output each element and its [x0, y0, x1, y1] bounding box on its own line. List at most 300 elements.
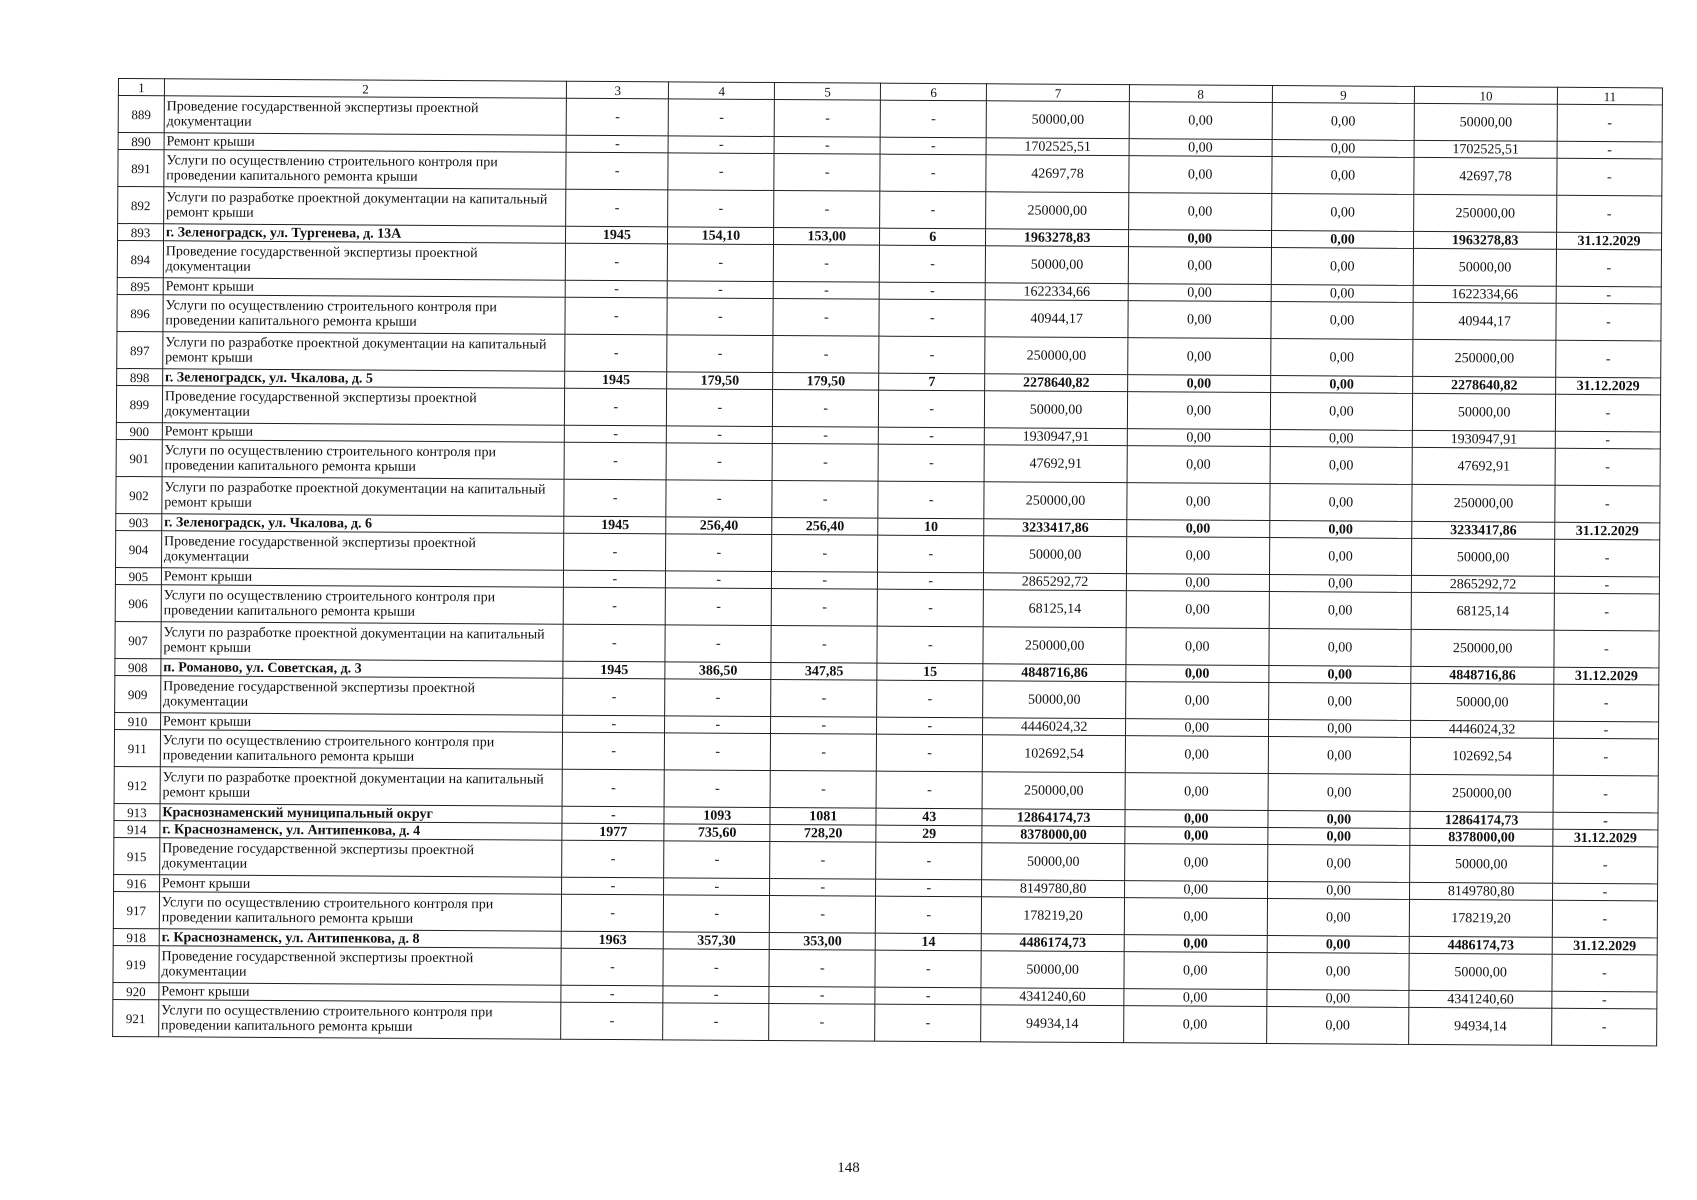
col-11-cell: - — [1555, 485, 1660, 523]
col-7-cell: 50000,00 — [984, 536, 1127, 574]
col-9-cell: 0,00 — [1266, 1007, 1409, 1045]
col-8-cell: 0,00 — [1128, 338, 1271, 376]
col-10-cell: 250000,00 — [1414, 194, 1557, 232]
item-name-cell: Проведение государственной экспертизы проектной документации — [162, 386, 565, 425]
col-6-cell: - — [878, 535, 984, 573]
row-number-cell: 893 — [118, 224, 164, 241]
col-5-cell: - — [772, 572, 878, 590]
col-6-cell: - — [875, 1004, 981, 1042]
col-3-cell: - — [563, 715, 665, 733]
col-4-cell: - — [666, 534, 772, 572]
col-7-cell: 47692,91 — [984, 445, 1127, 483]
col-6-cell: - — [877, 680, 983, 718]
column-header: 11 — [1557, 87, 1662, 105]
col-11-cell: - — [1553, 846, 1658, 884]
col-4-cell: 179,50 — [667, 372, 773, 390]
col-4-cell: - — [668, 244, 774, 282]
col-7-cell: 178219,20 — [982, 897, 1125, 935]
col-4-cell: - — [663, 949, 769, 987]
col-10-cell: 4341240,60 — [1409, 990, 1552, 1008]
item-name-cell: Ремонт крыши — [163, 278, 566, 297]
row-number-cell: 912 — [114, 766, 160, 803]
col-8-cell: 0,00 — [1125, 827, 1268, 845]
col-4-cell: 256,40 — [666, 517, 772, 535]
col-9-cell: 0,00 — [1270, 430, 1413, 448]
col-10-cell: 2278640,82 — [1413, 376, 1556, 394]
row-number-cell: 900 — [116, 422, 162, 439]
col-3-cell: - — [565, 425, 667, 443]
col-10-cell: 4486174,73 — [1409, 936, 1552, 954]
col-4-cell: - — [665, 588, 771, 626]
col-10-cell: 250000,00 — [1410, 774, 1553, 812]
col-10-cell: 47692,91 — [1412, 447, 1555, 485]
col-5-cell: - — [771, 717, 877, 735]
col-11-cell: - — [1553, 812, 1658, 830]
col-5-cell: - — [771, 733, 877, 771]
col-8-cell: 0,00 — [1124, 989, 1267, 1007]
row-number-cell: 901 — [116, 439, 162, 476]
col-8-cell: 0,00 — [1125, 719, 1268, 737]
col-5-cell: - — [770, 895, 876, 933]
col-9-cell: 0,00 — [1269, 629, 1412, 667]
col-4-cell: - — [666, 571, 772, 589]
col-4-cell: 735,60 — [664, 824, 770, 842]
col-8-cell: 0,00 — [1124, 935, 1267, 953]
col-3-cell: - — [566, 189, 668, 227]
col-9-cell: 0,00 — [1270, 447, 1413, 485]
col-7-cell: 250000,00 — [984, 482, 1127, 520]
col-5-cell: - — [770, 878, 876, 896]
col-4-cell: - — [665, 625, 771, 663]
col-4-cell: - — [664, 895, 770, 933]
col-5-cell: - — [772, 481, 878, 519]
col-11-cell: - — [1557, 104, 1662, 142]
col-3-cell: - — [562, 769, 664, 807]
page-number: 148 — [837, 1160, 860, 1176]
col-4-cell: - — [665, 679, 771, 717]
col-5-cell: - — [774, 137, 880, 155]
document-sheet — [118, 78, 1663, 1037]
item-name-cell: Проведение государственной экспертизы проектной документации — [159, 838, 562, 877]
col-9-cell: 0,00 — [1270, 393, 1413, 431]
col-7-cell: 250000,00 — [983, 627, 1126, 665]
col-9-cell: 0,00 — [1269, 484, 1412, 522]
col-3-cell: - — [566, 243, 668, 281]
col-8-cell: 0,00 — [1127, 392, 1270, 430]
col-3-cell: - — [565, 297, 667, 335]
row-number-cell: 891 — [118, 150, 164, 187]
col-6-cell: - — [880, 245, 986, 283]
col-9-cell: 0,00 — [1269, 592, 1412, 630]
col-4-cell: - — [667, 335, 773, 373]
col-5-cell: - — [769, 949, 875, 987]
col-10-cell: 42697,78 — [1414, 157, 1557, 195]
col-5-cell: - — [770, 841, 876, 879]
col-11-cell: - — [1557, 141, 1662, 159]
col-3-cell: - — [561, 948, 663, 986]
column-header: 4 — [669, 82, 775, 100]
item-name-cell: Услуги по осуществлению строительного контроля при проведении капитального ремонта крыши — [161, 585, 564, 624]
col-6-cell: 7 — [879, 373, 985, 391]
col-4-cell: - — [665, 716, 771, 734]
col-9-cell: 0,00 — [1270, 339, 1413, 377]
column-header: 8 — [1129, 85, 1272, 103]
col-10-cell: 2865292,72 — [1412, 575, 1555, 593]
col-6-cell: 10 — [878, 518, 984, 536]
col-5-cell: - — [772, 535, 878, 573]
col-6-cell: 6 — [880, 228, 986, 246]
col-6-cell: - — [880, 154, 986, 192]
col-7-cell: 8149780,80 — [982, 880, 1125, 898]
item-name-cell: Проведение государственной экспертизы проектной документации — [159, 946, 562, 985]
col-7-cell: 4486174,73 — [981, 934, 1124, 952]
item-name-cell: Услуги по разработке проектной документации на капитальный ремонт крыши — [160, 767, 563, 806]
col-3-cell: - — [562, 840, 664, 878]
col-9-cell: 0,00 — [1268, 683, 1411, 721]
col-9-cell: 0,00 — [1267, 828, 1410, 846]
col-7-cell: 42697,78 — [986, 155, 1129, 193]
col-5-cell: - — [773, 282, 879, 300]
col-8-cell: 0,00 — [1125, 810, 1268, 828]
col-5-cell: 347,85 — [771, 663, 877, 681]
col-3-cell: - — [566, 152, 668, 190]
col-3-cell: - — [564, 533, 666, 571]
row-number-cell: 911 — [114, 729, 160, 766]
col-11-cell: - — [1555, 431, 1660, 449]
col-4-cell: - — [664, 878, 770, 896]
col-10-cell: 1963278,83 — [1414, 231, 1557, 249]
col-7-cell: 2865292,72 — [984, 573, 1127, 591]
col-6-cell: - — [877, 626, 983, 664]
col-3-cell: - — [563, 678, 665, 716]
col-6-cell: - — [878, 572, 984, 590]
column-header: 2 — [164, 79, 567, 98]
row-number-cell: 895 — [117, 277, 163, 294]
column-header: 7 — [987, 84, 1130, 102]
col-5-cell: - — [774, 100, 880, 138]
item-name-cell: Услуги по разработке проектной документации на капитальный ремонт крыши — [163, 332, 566, 371]
col-7-cell: 12864174,73 — [982, 809, 1125, 827]
item-name-cell: г. Зеленоградск, ул. Чкалова, д. 5 — [162, 369, 565, 388]
column-header: 9 — [1272, 86, 1415, 104]
row-number-cell: 897 — [117, 331, 163, 368]
col-10-cell: 8149780,80 — [1410, 882, 1553, 900]
col-3-cell: - — [564, 442, 666, 480]
col-3-cell: - — [562, 877, 664, 895]
col-9-cell: 0,00 — [1268, 774, 1411, 812]
col-7-cell: 50000,00 — [986, 246, 1129, 284]
col-6-cell: - — [879, 390, 985, 428]
col-4-cell: - — [667, 426, 773, 444]
col-11-cell: 31.12.2029 — [1555, 522, 1660, 540]
row-number-cell: 890 — [118, 133, 164, 150]
col-7-cell: 102692,54 — [983, 735, 1126, 773]
col-3-cell: 1945 — [563, 661, 665, 679]
col-6-cell: 15 — [877, 663, 983, 681]
col-9-cell: 0,00 — [1266, 990, 1409, 1008]
col-11-cell: 31.12.2029 — [1552, 937, 1657, 955]
col-10-cell: 1702525,51 — [1414, 140, 1557, 158]
col-11-cell: - — [1554, 576, 1659, 594]
col-7-cell: 50000,00 — [985, 391, 1128, 429]
col-7-cell: 68125,14 — [983, 590, 1126, 628]
col-8-cell: 0,00 — [1124, 898, 1267, 936]
column-header: 3 — [567, 81, 669, 99]
col-8-cell: 0,00 — [1126, 591, 1269, 629]
col-11-cell: - — [1554, 630, 1659, 668]
col-11-cell: - — [1556, 249, 1661, 287]
col-7-cell: 50000,00 — [982, 843, 1125, 881]
row-number-cell: 916 — [114, 874, 160, 891]
col-4-cell: - — [663, 986, 769, 1004]
row-number-cell: 909 — [115, 675, 161, 712]
col-11-cell: - — [1553, 721, 1658, 739]
item-name-cell: Проведение государственной экспертизы проектной документации — [161, 531, 564, 570]
table-body — [113, 96, 1663, 1046]
col-8-cell: 0,00 — [1129, 193, 1272, 231]
col-9-cell: 0,00 — [1268, 811, 1411, 829]
col-11-cell: - — [1552, 883, 1657, 901]
column-header: 6 — [881, 83, 987, 101]
col-3-cell: - — [561, 985, 663, 1003]
col-8-cell: 0,00 — [1126, 537, 1269, 575]
col-8-cell: 0,00 — [1128, 230, 1271, 248]
item-name-cell: г. Краснознаменск, ул. Антипенкова, д. 4 — [160, 821, 563, 840]
col-4-cell: - — [664, 770, 770, 808]
col-9-cell: 0,00 — [1271, 285, 1414, 303]
col-9-cell: 0,00 — [1267, 936, 1410, 954]
col-6-cell: - — [879, 282, 985, 300]
row-number-cell: 918 — [113, 928, 159, 945]
col-10-cell: 50000,00 — [1413, 393, 1556, 431]
col-6-cell: - — [877, 734, 983, 772]
col-6-cell: - — [875, 950, 981, 988]
col-5-cell: - — [773, 336, 879, 374]
col-4-cell: 1093 — [664, 807, 770, 825]
col-9-cell: 0,00 — [1268, 666, 1411, 684]
col-6-cell: - — [878, 444, 984, 482]
col-6-cell: - — [880, 191, 986, 229]
col-4-cell: - — [667, 389, 773, 427]
row-number-cell: 913 — [114, 803, 160, 820]
col-3-cell: - — [562, 806, 664, 824]
col-10-cell: 50000,00 — [1414, 103, 1557, 141]
col-7-cell: 50000,00 — [986, 101, 1129, 139]
item-name-cell: Услуги по осуществлению строительного контроля при проведении капитального ремонта крыши — [159, 892, 562, 931]
col-3-cell: 1945 — [564, 516, 666, 534]
col-10-cell: 3233417,86 — [1412, 521, 1555, 539]
col-7-cell: 1702525,51 — [986, 138, 1129, 156]
item-name-cell: Ремонт крыши — [161, 568, 564, 587]
col-4-cell: - — [666, 443, 772, 481]
col-3-cell: 1963 — [562, 931, 664, 949]
item-name-cell: г. Зеленоградск, ул. Чкалова, д. 6 — [162, 514, 565, 533]
col-8-cell: 0,00 — [1124, 881, 1267, 899]
col-9-cell: 0,00 — [1271, 157, 1414, 195]
col-3-cell: - — [562, 894, 664, 932]
col-6-cell: - — [876, 879, 982, 897]
row-number-cell: 906 — [115, 584, 161, 621]
col-8-cell: 0,00 — [1126, 682, 1269, 720]
item-name-cell: г. Краснознаменск, ул. Антипенкова, д. 8 — [159, 929, 562, 948]
col-11-cell: - — [1555, 448, 1660, 486]
col-6-cell: - — [876, 842, 982, 880]
col-11-cell: - — [1557, 195, 1662, 233]
col-5-cell: 728,20 — [770, 824, 876, 842]
col-11-cell: - — [1556, 340, 1661, 378]
col-5-cell: - — [769, 1003, 875, 1041]
col-6-cell: - — [877, 589, 983, 627]
column-header: 1 — [118, 79, 164, 96]
col-3-cell: - — [566, 135, 668, 153]
col-11-cell: - — [1554, 684, 1659, 722]
item-name-cell: Услуги по осуществлению строительного контроля при проведении капитального ремонта крыши — [164, 150, 567, 189]
col-6-cell: - — [880, 137, 986, 155]
col-6-cell: - — [878, 481, 984, 519]
col-10-cell: 50000,00 — [1411, 683, 1554, 721]
col-7-cell: 8378000,00 — [982, 826, 1125, 844]
col-9-cell: 0,00 — [1271, 194, 1414, 232]
col-8-cell: 0,00 — [1127, 446, 1270, 484]
col-9-cell: 0,00 — [1269, 575, 1412, 593]
col-11-cell: - — [1554, 539, 1659, 577]
col-9-cell: 0,00 — [1271, 231, 1414, 249]
col-8-cell: 0,00 — [1128, 247, 1271, 285]
item-name-cell: Краснознаменский муниципальный округ — [160, 804, 563, 823]
col-10-cell: 102692,54 — [1411, 737, 1554, 775]
col-7-cell: 4446024,32 — [983, 718, 1126, 736]
row-number-cell: 910 — [115, 712, 161, 729]
row-number-cell: 899 — [116, 385, 162, 422]
row-number-cell: 921 — [113, 999, 159, 1036]
col-8-cell: 0,00 — [1128, 301, 1271, 339]
col-7-cell: 3233417,86 — [984, 519, 1127, 537]
col-5-cell: - — [771, 626, 877, 664]
row-number-cell: 920 — [113, 982, 159, 999]
item-name-cell: Ремонт крыши — [159, 983, 562, 1002]
col-9-cell: 0,00 — [1267, 882, 1410, 900]
item-name-cell: Ремонт крыши — [160, 713, 563, 732]
col-6-cell: 43 — [876, 808, 982, 826]
col-3-cell: 1977 — [562, 823, 664, 841]
col-4-cell: 357,30 — [664, 932, 770, 950]
col-8-cell: 0,00 — [1128, 284, 1271, 302]
col-10-cell: 8378000,00 — [1410, 828, 1553, 846]
item-name-cell: п. Романово, ул. Советская, д. 3 — [161, 659, 564, 678]
col-4-cell: 386,50 — [665, 662, 771, 680]
col-3-cell: - — [565, 334, 667, 372]
col-10-cell: 68125,14 — [1411, 592, 1554, 630]
col-4-cell: - — [666, 480, 772, 518]
col-7-cell: 1930947,91 — [985, 428, 1128, 446]
col-7-cell: 250000,00 — [982, 772, 1125, 810]
item-name-cell: г. Зеленоградск, ул. Тургенева, д. 13А — [163, 224, 566, 243]
col-8-cell: 0,00 — [1127, 429, 1270, 447]
col-10-cell: 50000,00 — [1409, 953, 1552, 991]
col-6-cell: - — [877, 717, 983, 735]
col-10-cell: 50000,00 — [1414, 248, 1557, 286]
col-3-cell: 1945 — [566, 226, 668, 244]
col-5-cell: - — [772, 444, 878, 482]
row-number-cell: 914 — [114, 820, 160, 837]
col-11-cell: - — [1556, 286, 1661, 304]
item-name-cell: Проведение государственной экспертизы проектной документации — [160, 676, 563, 715]
col-10-cell: 4848716,86 — [1411, 666, 1554, 684]
col-8-cell: 0,00 — [1125, 736, 1268, 774]
col-10-cell: 178219,20 — [1410, 899, 1553, 937]
col-7-cell: 4341240,60 — [981, 988, 1124, 1006]
col-4-cell: - — [668, 153, 774, 191]
col-8-cell: 0,00 — [1124, 1006, 1267, 1044]
col-8-cell: 0,00 — [1127, 483, 1270, 521]
col-9-cell: 0,00 — [1269, 521, 1412, 539]
col-5-cell: - — [774, 245, 880, 283]
col-10-cell: 250000,00 — [1411, 629, 1554, 667]
item-name-cell: Ремонт крыши — [162, 423, 565, 442]
col-7-cell: 50000,00 — [981, 951, 1124, 989]
col-6-cell: - — [879, 336, 985, 374]
col-4-cell: - — [665, 733, 771, 771]
col-11-cell: - — [1552, 991, 1657, 1009]
col-6-cell: - — [876, 771, 982, 809]
col-9-cell: 0,00 — [1267, 899, 1410, 937]
col-9-cell: 0,00 — [1271, 302, 1414, 340]
item-name-cell: Ремонт крыши — [164, 133, 567, 152]
col-9-cell: 0,00 — [1267, 953, 1410, 991]
col-8-cell: 0,00 — [1128, 375, 1271, 393]
col-7-cell: 50000,00 — [983, 681, 1126, 719]
col-9-cell: 0,00 — [1270, 376, 1413, 394]
col-7-cell: 40944,17 — [985, 300, 1128, 338]
col-8-cell: 0,00 — [1124, 952, 1267, 990]
col-3-cell: - — [561, 1002, 663, 1040]
col-10-cell: 250000,00 — [1412, 484, 1555, 522]
col-6-cell: - — [879, 427, 985, 445]
col-11-cell: - — [1556, 303, 1661, 341]
col-4-cell: - — [667, 281, 773, 299]
col-4-cell: - — [668, 136, 774, 154]
col-3-cell: - — [563, 732, 665, 770]
col-11-cell: 31.12.2029 — [1554, 667, 1659, 685]
col-8-cell: 0,00 — [1127, 520, 1270, 538]
col-6-cell: 14 — [875, 933, 981, 951]
col-11-cell: - — [1555, 394, 1660, 432]
column-header: 10 — [1415, 86, 1558, 104]
row-number-cell: 902 — [116, 476, 162, 513]
col-3-cell: - — [566, 280, 668, 298]
col-11-cell: 31.12.2029 — [1556, 232, 1661, 250]
col-6-cell: - — [879, 299, 985, 337]
col-5-cell: 1081 — [770, 807, 876, 825]
col-7-cell: 4848716,86 — [983, 664, 1126, 682]
col-9-cell: 0,00 — [1267, 845, 1410, 883]
col-8-cell: 0,00 — [1126, 665, 1269, 683]
col-5-cell: 353,00 — [769, 932, 875, 950]
col-9-cell: 0,00 — [1272, 103, 1415, 141]
col-10-cell: 1930947,91 — [1413, 430, 1556, 448]
col-11-cell: 31.12.2029 — [1556, 377, 1661, 395]
item-name-cell: Проведение государственной экспертизы проектной документации — [163, 241, 566, 280]
col-5-cell: - — [770, 770, 876, 808]
item-name-cell: Услуги по осуществлению строительного контроля при проведении капитального ремонта крыши — [163, 295, 566, 334]
col-8-cell: 0,00 — [1129, 139, 1272, 157]
col-4-cell: - — [663, 1003, 769, 1041]
row-number-cell: 889 — [118, 96, 164, 133]
col-11-cell: - — [1557, 158, 1662, 196]
col-9-cell: 0,00 — [1272, 140, 1415, 158]
row-number-cell: 903 — [116, 513, 162, 530]
col-3-cell: 1945 — [565, 371, 667, 389]
